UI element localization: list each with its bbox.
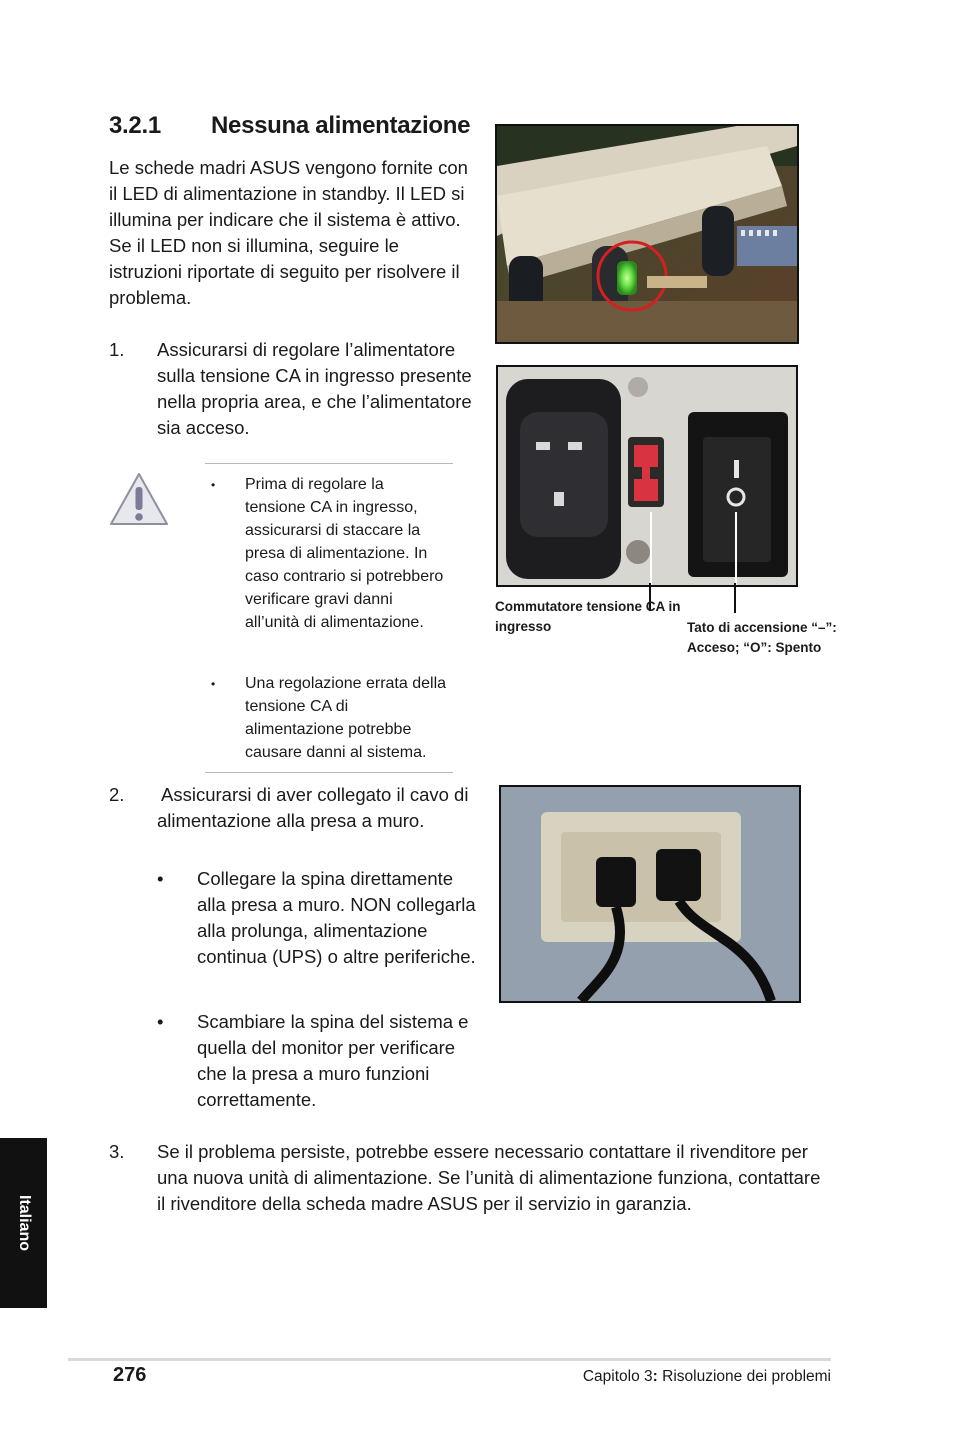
- footer-rule: [68, 1358, 831, 1361]
- caution-bullet: •: [211, 677, 216, 691]
- caution-item-1: Prima di regolare la tensione CA in ingresso, assicurarsi di staccare la presa di alimentazione. In caso contrario si potrebbero verificare gravi danni all’unità di alimentazione.: [245, 476, 444, 631]
- step-2-bullet-2: Scambiare la spina del sistema e quella del monitor per verificare che la presa a muro funzioni correttamente.: [197, 1011, 469, 1110]
- wall-outlet-photo: [499, 785, 801, 1003]
- section-title: Nessuna alimentazione: [211, 112, 471, 139]
- step-2-text: Assicurarsi di aver collegato il cavo di alimentazione alla presa a muro.: [157, 784, 469, 831]
- step-2-bullet-mark: •: [157, 1011, 164, 1032]
- caution-box: [205, 463, 453, 773]
- intro-paragraph: Le schede madri ASUS vengono fornite con il LED di alimentazione in standby. Il LED si illumina per indicare che il sistema è attivo. Se il LED non si illumina, seguire le istruzioni riportate di seguito per risolvere il problema.: [109, 157, 468, 308]
- language-tab: [0, 1138, 47, 1308]
- warning-icon: [109, 472, 169, 526]
- footer-chapter-label: Capitolo 3: [582, 1368, 653, 1385]
- language-tab-label: Italiano: [15, 1194, 33, 1252]
- step-1-number: 1.: [109, 339, 125, 360]
- psu-back-photo: [496, 365, 798, 587]
- section-number: 3.2.1: [109, 112, 161, 139]
- power-button-caption: Tato di accensione “–”: Acceso; “O”: Spento: [687, 620, 837, 655]
- caution-bullet: •: [211, 478, 216, 492]
- step-2-bullet-1: Collegare la spina direttamente alla presa a muro. NON collegarla alla prolunga, alimentazione continua (UPS) o altre periferiche.: [197, 868, 476, 967]
- step-3-number: 3.: [109, 1141, 125, 1162]
- motherboard-led-photo: [495, 124, 799, 344]
- step-2-number: 2.: [109, 784, 125, 805]
- page-number: 276: [113, 1364, 147, 1386]
- step-1-text: Assicurarsi di regolare l’alimentatore sulla tensione CA in ingresso presente nella propria area, e che l’alimentatore sia acceso.: [157, 339, 472, 438]
- caution-item-2: Una regolazione errata della tensione CA di alimentazione potrebbe causare danni al sistema.: [245, 675, 447, 761]
- section-heading: [109, 112, 470, 140]
- power-button-leader: [734, 583, 736, 613]
- step-3-text: Se il problema persiste, potrebbe essere necessario contattare il rivenditore per una nuova unità di alimentazione. Se l’unità di alimentazione funziona, contattare il rivenditore della scheda madre ASUS per il servizio in garanzia.: [157, 1141, 821, 1214]
- step-2-bullet-mark: •: [157, 868, 164, 889]
- footer-chapter: [583, 1368, 831, 1386]
- footer-chapter-title: Risoluzione dei problemi: [657, 1368, 831, 1385]
- footer-colon: :: [652, 1368, 658, 1385]
- voltage-switch-caption: Commutatore tensione CA in ingresso: [495, 599, 681, 634]
